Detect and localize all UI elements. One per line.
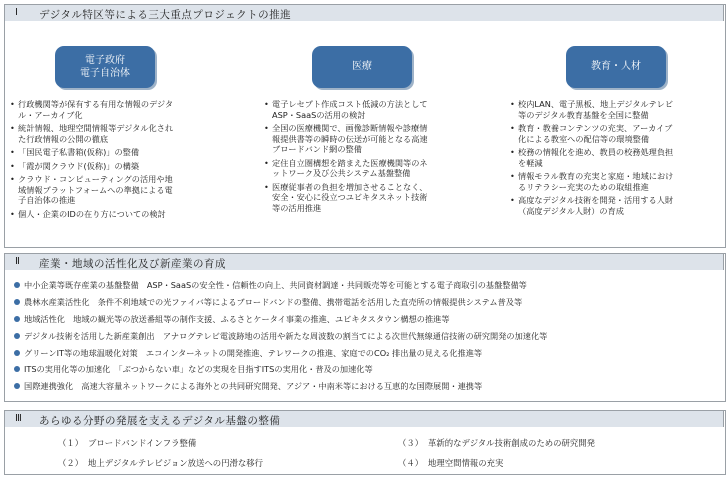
list-item: • 行政機関等が保有する有用な情報のデジタ ル・アーカイブ化: [10, 99, 240, 120]
item-number: （１）: [58, 438, 84, 448]
item-number: （４）: [398, 458, 424, 468]
item-text: 地上デジタルテレビジョン放送への円滑な移行: [88, 458, 264, 468]
section-3-number: Ⅲ: [15, 413, 22, 424]
section-1-title: デジタル特区等による三大重点プロジェクトの推進: [39, 9, 292, 21]
list-item: グリーンIT等の地球温暖化対策 エコインターネットの開発推進、テレワークの推進、家庭でのCO₂ 排出量の見える化推進等: [14, 347, 547, 364]
list-item: • 統計情報、地理空間情報等デジタル化され た行政情報の公開の徹底: [10, 123, 240, 144]
item-text: 地理空間情報の充実: [428, 458, 504, 468]
item-number: （２）: [58, 458, 84, 468]
list-item: • 校務の情報化を進め、教員の校務処理負担 を軽減: [510, 147, 722, 168]
pill-medical-label: 医療: [352, 61, 372, 72]
list-item: • 高度なデジタル技術を開発・活用する人財 （高度デジタル人財）の育成: [510, 195, 722, 216]
item-text: ブロードバンドインフラ整備: [88, 438, 197, 448]
pill-e-government-line1: 電子政府: [85, 55, 125, 66]
section-3-item-2: [58, 457, 263, 469]
section-2-number: Ⅱ: [15, 256, 20, 267]
list-item: 地域活性化 地域の観光等の放送番組等の制作支援、ふるさとケータイ事業の推進、ユビキタスタウン構想の推進等: [14, 313, 547, 330]
pill-e-government: [55, 46, 155, 88]
item-number: （３）: [398, 438, 424, 448]
section-1-header: [4, 4, 724, 21]
pill-education: [566, 46, 666, 88]
pill-medical: [312, 46, 412, 88]
list-item: • 医療従事者の負担を増加させることなく、 安全・安心に役立つユビキタスネット技術 等の活用推進: [264, 182, 494, 214]
pill-education-label: 教育・人材: [591, 61, 641, 72]
section-3-item-4: [398, 457, 503, 469]
list-item: • 定住自立圏構想を踏まえた医療機関等のネ ットワーク及び公共システム基盤整備: [264, 158, 494, 179]
section-3-title: あらゆる分野の発展を支えるデジタル基盤の整備: [39, 415, 281, 427]
section-2-list: [14, 279, 547, 397]
list-item: 農林水産業活性化 条件不利地域での光ファイバ等によるブロードバンドの整備、携帯電話を活用した直売所の情報提供システム普及等: [14, 296, 547, 313]
list-education: [510, 99, 722, 219]
list-item: • 情報モラル教育の充実と家庭・地域におけ るリテラシー充実のための取組推進: [510, 171, 722, 192]
section-2-title: 産業・地域の活性化及び新産業の育成: [39, 258, 226, 270]
list-item: • 個人・企業のIDの在り方についての検討: [10, 209, 240, 220]
list-medical: [264, 99, 494, 216]
pill-e-government-line2: 電子自治体: [80, 68, 130, 79]
list-item: • クラウド・コンピューティングの活用や地 域情報プラットフォームへの準拠による電 子自治体の推進: [10, 174, 240, 206]
list-item: • 電子レセプト作成コスト低減の方法として ASP・SaaSの活用の検討: [264, 99, 494, 120]
list-item: 国際連携強化 高速大容量ネットワークによる海外との共同研究開発、アジア・中南米等における互恵的な国際展開・連携等: [14, 380, 547, 397]
list-item: • 教育・教養コンテンツの充実、アーカイブ 化による教室への配信等の環境整備: [510, 123, 722, 144]
section-3-item-1: [58, 437, 196, 449]
section-3-item-3: [398, 437, 595, 449]
section-3-header: [4, 410, 724, 427]
list-item: 中小企業等既存産業の基盤整備 ASP・SaaSの安全性・信頼性の向上、共同資材調達・共同販売等を可能とする電子商取引の基盤整備等: [14, 279, 547, 296]
list-item: • 「国民電子私書箱(仮称)」の整備: [10, 147, 240, 158]
list-item: • 「霞が関クラウド(仮称)」の構築: [10, 161, 240, 172]
section-1-number: Ⅰ: [15, 7, 18, 18]
list-item: ITSの実用化等の加速化 「ぶつからない車」などの実現を目指すITSの実用化・普及の加速化等: [14, 363, 547, 380]
list-item: • 全国の医療機関で、画像診断情報や診療情 報提供書等の瞬時の伝送が可能となる高速 ブロードバンド網の整備: [264, 123, 494, 155]
section-2-header: [4, 253, 724, 270]
item-text: 革新的なデジタル技術創成のための研究開発: [428, 438, 595, 448]
list-e-government: [10, 99, 240, 222]
list-item: • 校内LAN、電子黒板、地上デジタルテレビ 等のデジタル教育基盤を全国に整備: [510, 99, 722, 120]
list-item: デジタル技術を活用した新産業創出 アナログテレビ電波跡地の活用や新たな周波数の割当てによる次世代無線通信技術の研究開発の加速化等: [14, 330, 547, 347]
